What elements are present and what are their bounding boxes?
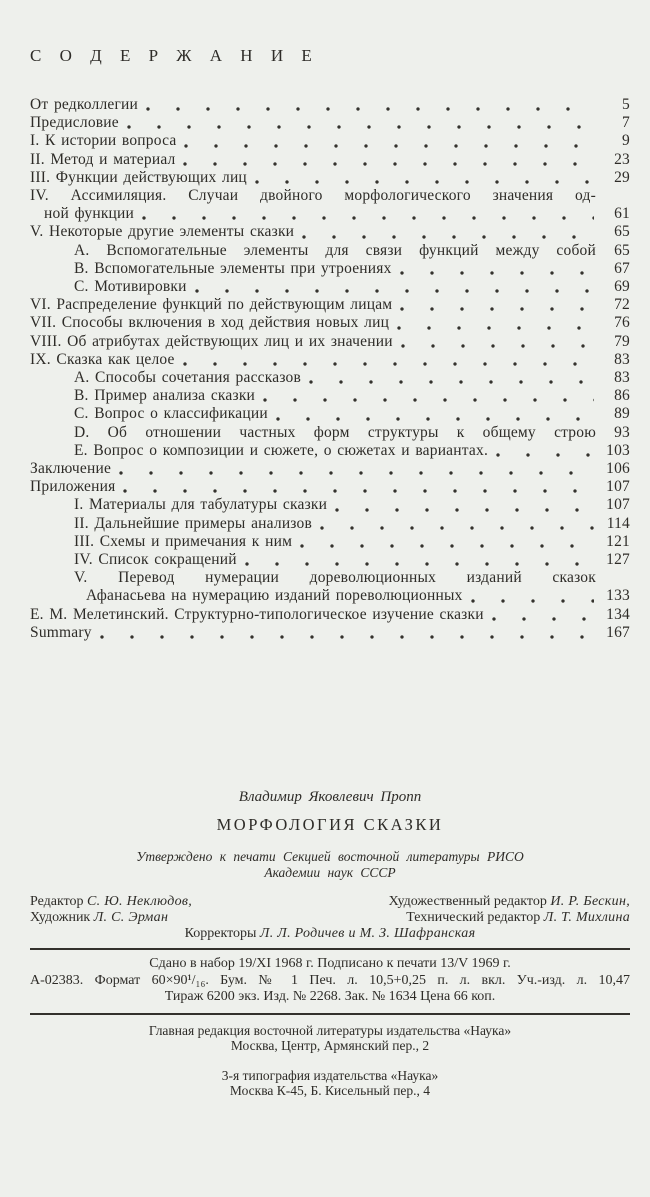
printer-address	[30, 1068, 630, 1099]
toc-entry-text: Приложения	[30, 478, 116, 496]
editor-label: Художественный редактор	[388, 894, 547, 910]
toc-entry-text: II. Дальнейшие примеры анализов	[74, 514, 313, 532]
toc-entry-page: 23	[614, 150, 630, 168]
toc-entry-text: I. К истории вопроса	[30, 132, 177, 150]
publisher-address	[30, 1023, 630, 1054]
toc-entry-page: 61	[614, 205, 630, 223]
editors-row	[30, 910, 630, 926]
toc-entry	[30, 114, 630, 132]
toc-entry-page: 133	[606, 587, 630, 605]
divider-rule	[30, 1013, 630, 1015]
approval-line: Утверждено к печати Секцией восточной литературы РИСО	[136, 849, 524, 865]
editor-name: С. Ю. Неклюдов,	[87, 894, 193, 910]
toc-entry	[30, 533, 630, 551]
book-title: МОРФОЛОГИЯ СКАЗКИ	[216, 815, 444, 835]
toc-entry-page: 5	[622, 96, 630, 113]
toc-entry	[30, 478, 630, 496]
toc-entry-page: 9	[622, 132, 630, 150]
toc-entry-text: Summary	[30, 623, 92, 641]
toc-entry	[30, 442, 630, 460]
dot-leader	[320, 519, 594, 531]
approval-note	[30, 849, 630, 881]
dot-leader	[309, 373, 594, 385]
toc-entry	[30, 351, 630, 369]
dot-leader	[276, 410, 594, 422]
toc-entry-text: Е. М. Мелетинский. Структурно-типологическое изучение сказки	[30, 605, 484, 623]
toc-list	[30, 96, 630, 642]
toc-entry-page: 69	[614, 278, 630, 296]
toc-entry	[30, 132, 630, 150]
toc-entry	[30, 369, 630, 387]
editors-row	[30, 894, 630, 910]
colophon	[30, 788, 630, 1099]
toc-entry	[30, 515, 630, 533]
dot-leader	[146, 100, 594, 112]
editor-name: Л. С. Эрман	[93, 909, 169, 925]
dot-leader	[302, 228, 594, 240]
toc-entry-text: V. Некоторые другие элементы сказки	[30, 223, 295, 241]
toc-entry	[30, 242, 630, 260]
dot-leader	[401, 337, 594, 349]
author-name: Владимир Яковлевич Пропп	[238, 789, 422, 806]
toc-entry-text: VII. Способы включения в ход действия новых лиц	[30, 314, 390, 332]
toc-entry-page: 107	[606, 478, 630, 496]
dot-leader	[183, 155, 594, 167]
toc-entry-page: 103	[606, 441, 630, 459]
page-title: С О Д Е Р Ж А Н И Е	[30, 46, 319, 65]
publisher-line: Главная редакция восточной литературы издательства «Наука»	[148, 1022, 512, 1038]
toc-entry-text: В. Вспомогательные элементы при утроениях	[74, 259, 392, 277]
toc-entry	[30, 314, 630, 332]
dot-leader	[335, 501, 594, 513]
toc-entry-text: II. Метод и материал	[30, 150, 176, 168]
print-info-block	[30, 956, 630, 1006]
toc-entry	[30, 187, 630, 205]
toc-entry	[30, 151, 630, 169]
toc-entry	[30, 606, 630, 624]
toc-entry-text: V. Перевод нумерации дореволюционных изданий сказок	[74, 569, 596, 587]
editor-name: Л. Л. Родичев и М. З. Шафранская	[259, 925, 476, 941]
toc-entry	[30, 223, 630, 241]
toc-entry	[30, 296, 630, 314]
dot-leader	[492, 610, 594, 622]
toc-entry	[30, 278, 630, 296]
printer-line: 3-я типография издательства «Наука»	[221, 1067, 439, 1083]
editor-name: Л. Т. Михлина	[543, 909, 630, 925]
dot-leader	[496, 446, 594, 458]
dot-leader	[127, 118, 594, 130]
toc-entry-page: 76	[614, 314, 630, 332]
dot-leader	[183, 355, 594, 367]
dot-leader	[300, 537, 594, 549]
editor-label: Корректоры	[184, 925, 257, 941]
toc-entry	[30, 333, 630, 351]
toc-entry-text: VI. Распределение функций по действующим лицам	[30, 296, 393, 314]
dot-leader	[184, 137, 594, 149]
toc-entry-page: 107	[606, 496, 630, 514]
toc-entry-text: IX. Сказка как целое	[30, 350, 175, 368]
toc-entry-page: 65	[614, 241, 630, 259]
toc-entry-text: Е. Вопрос о композиции и сюжете, о сюжетах и вариантах.	[74, 441, 489, 459]
dot-leader	[119, 464, 594, 476]
toc-entry-text: ной функции	[44, 205, 135, 223]
editor-entry	[389, 894, 630, 910]
toc-entry-page: 127	[606, 551, 630, 569]
toc-entry-text: III. Функции действующих лиц	[30, 168, 247, 186]
toc-entry-text: С. Мотивировки	[74, 278, 187, 296]
toc-entry-text: I. Материалы для табулатуры сказки	[74, 496, 328, 514]
toc-entry-text: А. Вспомогательные элементы для связи функций между собой	[74, 241, 596, 259]
toc-entry-text: С. Вопрос о классификации	[74, 405, 268, 423]
divider-rule	[30, 948, 630, 950]
toc-entry-page: 89	[614, 405, 630, 423]
toc-entry-page: 121	[606, 532, 630, 550]
editor-label: Редактор	[30, 894, 84, 910]
toc-entry-page: 72	[614, 296, 630, 314]
dot-leader	[400, 264, 594, 276]
editors-block	[30, 894, 630, 941]
toc-entry-page: 83	[614, 369, 630, 387]
print-info-line: А-02383. Формат 60×90¹/₁₆. Бум. № 1 Печ. л. 10,5+0,25 п. л. вкл. Уч.-изд. л. 10,47	[30, 972, 630, 988]
toc-entry	[30, 424, 630, 442]
toc-entry	[30, 624, 630, 642]
toc-entry-page: 7	[622, 114, 630, 132]
toc-entry	[30, 260, 630, 278]
toc-entry-page: 83	[614, 350, 630, 368]
toc-entry	[30, 551, 630, 569]
toc-entry-page: 29	[614, 168, 630, 186]
editor-label: Художник	[30, 909, 91, 925]
toc-entry-text: В. Пример анализа сказки	[74, 387, 256, 405]
toc-entry	[30, 587, 630, 605]
toc-entry-page: 134	[606, 605, 630, 623]
toc-entry-text: От редколлегии	[30, 96, 139, 113]
toc-entry	[30, 405, 630, 423]
toc-entry-page: 79	[614, 332, 630, 350]
toc-entry-text: III. Схемы и примечания к ним	[74, 532, 293, 550]
dot-leader	[123, 482, 594, 494]
toc-entry-page: 93	[614, 423, 630, 441]
publisher-line: Москва, Центр, Армянский пер., 2	[230, 1038, 430, 1054]
dot-leader	[100, 628, 594, 640]
toc-entry-text: Предисловие	[30, 114, 119, 132]
toc-entry-text: VIII. Об атрибутах действующих лиц и их значении	[30, 332, 393, 350]
toc-entry-text: D. Об отношении частных форм структуры к общему строю	[74, 423, 596, 441]
dot-leader	[263, 391, 594, 403]
toc-entry	[30, 205, 630, 223]
correctors-line	[30, 926, 630, 942]
dot-leader	[142, 209, 594, 221]
toc-entry-text: А. Способы сочетания рассказов	[74, 369, 302, 387]
editor-name: И. Р. Бескин,	[550, 894, 630, 910]
toc-entry	[30, 569, 630, 587]
toc-entry-page: 86	[614, 387, 630, 405]
editor-entry	[30, 894, 192, 910]
dot-leader	[471, 592, 594, 604]
approval-line: Академии наук СССР	[264, 865, 396, 881]
toc-entry-text: IV. Ассимиляция. Случаи двойного морфологического значения од-	[30, 187, 596, 205]
dot-leader	[195, 282, 594, 294]
toc-entry-page: 106	[606, 460, 630, 478]
print-info-line: Тираж 6200 экз. Изд. № 2268. Зак. № 1634 Цена 66 коп.	[164, 989, 496, 1005]
toc-entry-text: Заключение	[30, 460, 112, 478]
print-info-line: Сдано в набор 19/XI 1968 г. Подписано к печати 13/V 1969 г.	[149, 956, 511, 972]
toc-entry	[30, 460, 630, 478]
editor-entry	[406, 910, 630, 926]
toc-entry-page: 167	[606, 623, 630, 641]
toc-entry	[30, 496, 630, 514]
editor-label: Технический редактор	[406, 909, 541, 925]
toc-entry	[30, 169, 630, 187]
toc-entry	[30, 96, 630, 114]
dot-leader	[397, 319, 594, 331]
dot-leader	[245, 555, 594, 567]
toc-entry-text: IV. Список сокращений	[74, 551, 237, 569]
toc-entry-text: Афанасьева на нумерацию изданий пореволюционных	[86, 587, 463, 605]
dot-leader	[255, 173, 594, 185]
toc-entry	[30, 387, 630, 405]
dot-leader	[400, 300, 594, 312]
toc-entry-page: 114	[606, 514, 630, 532]
editor-entry	[30, 910, 168, 926]
toc-entry-page: 67	[614, 259, 630, 277]
printer-line: Москва К-45, Б. Кисельный пер., 4	[229, 1083, 431, 1099]
toc-entry-page: 65	[614, 223, 630, 241]
